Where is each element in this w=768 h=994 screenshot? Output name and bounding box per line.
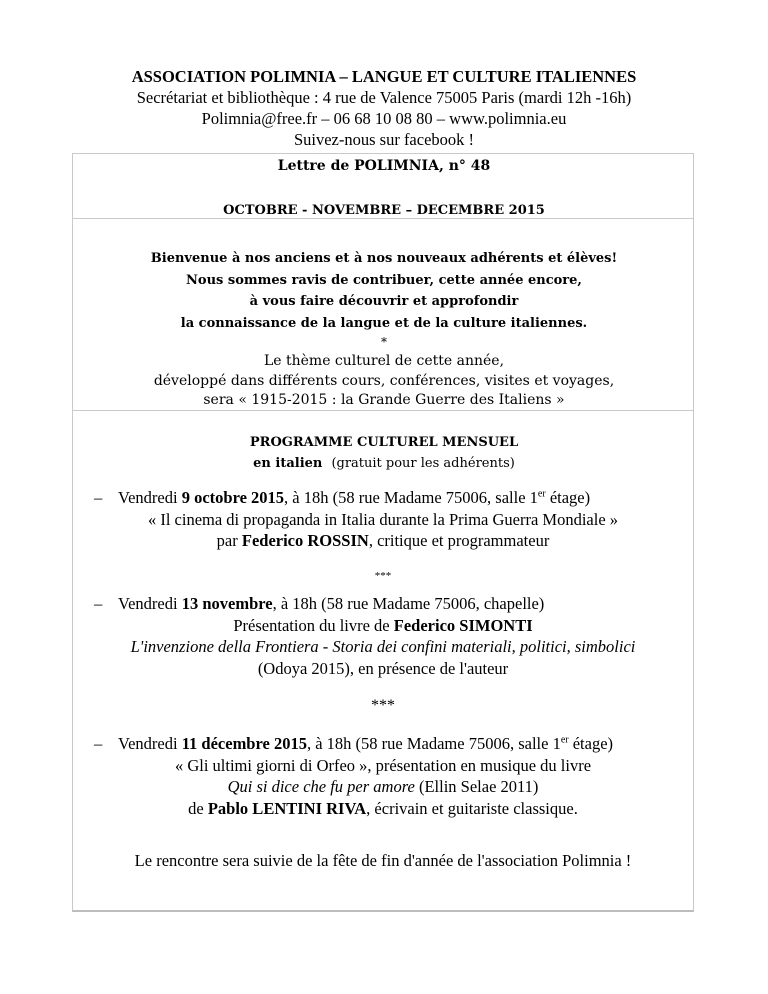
event-title: « Il cinema di propaganda in Italia durante la Prima Guerra Mondiale » — [147, 509, 619, 529]
star-separator: * — [381, 335, 387, 349]
programme-subtitle-line — [0, 453, 768, 474]
list-dash: – — [94, 594, 103, 613]
theme-line: sera « 1915-2015 : la Grande Guerre des Italiens » — [203, 392, 565, 408]
period-heading: OCTOBRE - NOVEMBRE – DECEMBRE 2015 — [223, 203, 545, 218]
event-separator: *** — [374, 570, 392, 582]
theme-line: Le thème culturel de cette année, — [263, 353, 505, 369]
event-floor: étage) — [568, 734, 614, 753]
author-line — [72, 798, 694, 820]
social-line: Suivez-nous sur facebook ! — [293, 130, 475, 149]
book-publisher-line: (Odoya 2015), en présence de l'auteur — [257, 658, 509, 678]
author-name: Federico SIMONTI — [393, 615, 533, 635]
programme-title: PROGRAMME CULTUREL MENSUEL — [249, 435, 519, 450]
welcome-line: la connaissance de la langue et de la culture italiennes. — [180, 315, 588, 331]
newsletter-title: Lettre de POLIMNIA, n° 48 — [277, 158, 491, 174]
welcome-line: à vous faire découvrir et approfondir — [249, 294, 519, 309]
speaker-name: Federico ROSSIN — [241, 531, 369, 550]
welcome-line: Bienvenue à nos anciens et à nos nouveaux adhérents et élèves! — [150, 251, 618, 266]
programme-heading — [0, 432, 768, 474]
event-december — [72, 733, 694, 819]
divider-line — [72, 218, 694, 219]
event-date-line — [72, 593, 694, 615]
event-date: 13 novembre — [181, 594, 273, 613]
event-october — [72, 487, 694, 552]
book-presentation-line — [72, 615, 694, 637]
address-line: Secrétariat et bibliothèque : 4 rue de Valence 75005 Paris (mardi 12h -16h) — [136, 88, 632, 107]
author-prefix: de — [188, 798, 208, 818]
book-publisher: (Ellin Selae 2011) — [414, 777, 539, 796]
programme-language: en italien — [253, 456, 323, 471]
event-day: Vendredi — [118, 488, 182, 507]
book-title — [72, 636, 694, 658]
event-separator: *** — [371, 697, 395, 714]
event-day: Vendredi — [118, 594, 182, 613]
event-day: Vendredi — [118, 734, 182, 753]
book-title-text: L'invenzione della Frontiera - Storia dei confini materiali, politici, simbolici — [130, 637, 636, 656]
event-date: 9 octobre 2015 — [181, 488, 285, 507]
closing-note: Le rencontre sera suivie de la fête de fin d'année de l'association Polimnia ! — [134, 851, 632, 870]
ordinal-suffix: er — [560, 734, 569, 746]
welcome-line: Nous sommes ravis de contribuer, cette année encore, — [186, 272, 582, 288]
book-title: Qui si dice che fu per amore — [227, 777, 415, 796]
speaker-prefix: par — [216, 531, 242, 550]
speaker-role: , critique et programmateur — [368, 531, 550, 550]
event-venue: , à 18h (58 rue Madame 75006, salle 1 — [284, 488, 538, 507]
programme-note: (gratuit pour les adhérents) — [331, 456, 515, 471]
list-dash: – — [94, 488, 103, 507]
welcome-message — [0, 248, 768, 334]
letterhead — [0, 66, 768, 150]
event-date-line — [72, 733, 694, 755]
event-date: 11 décembre 2015 — [181, 734, 307, 753]
association-title: ASSOCIATION POLIMNIA – LANGUE ET CULTURE ITALIENNES — [131, 67, 637, 86]
contact-line: Polimnia@free.fr – 06 68 10 08 80 – www.polimnia.eu — [201, 109, 567, 128]
author-role: , écrivain et guitariste classique. — [366, 798, 578, 818]
event-venue: , à 18h (58 rue Madame 75006, chapelle) — [272, 594, 545, 613]
theme-line: développé dans différents cours, conférences, visites et voyages, — [153, 372, 615, 389]
event-date-line — [72, 487, 694, 509]
event-november — [72, 593, 694, 679]
event-floor: étage) — [545, 488, 591, 507]
book-line — [72, 776, 694, 798]
list-dash: – — [94, 734, 103, 753]
presentation-prefix: Présentation du livre de — [233, 615, 394, 635]
event-speaker-line — [72, 530, 694, 552]
event-title: « Gli ultimi giorni di Orfeo », présentation en musique du livre — [174, 755, 592, 775]
cultural-theme — [0, 352, 768, 411]
ordinal-suffix: er — [537, 488, 546, 500]
event-venue: , à 18h (58 rue Madame 75006, salle 1 — [306, 734, 561, 753]
author-name: Pablo LENTINI RIVA — [207, 798, 367, 818]
